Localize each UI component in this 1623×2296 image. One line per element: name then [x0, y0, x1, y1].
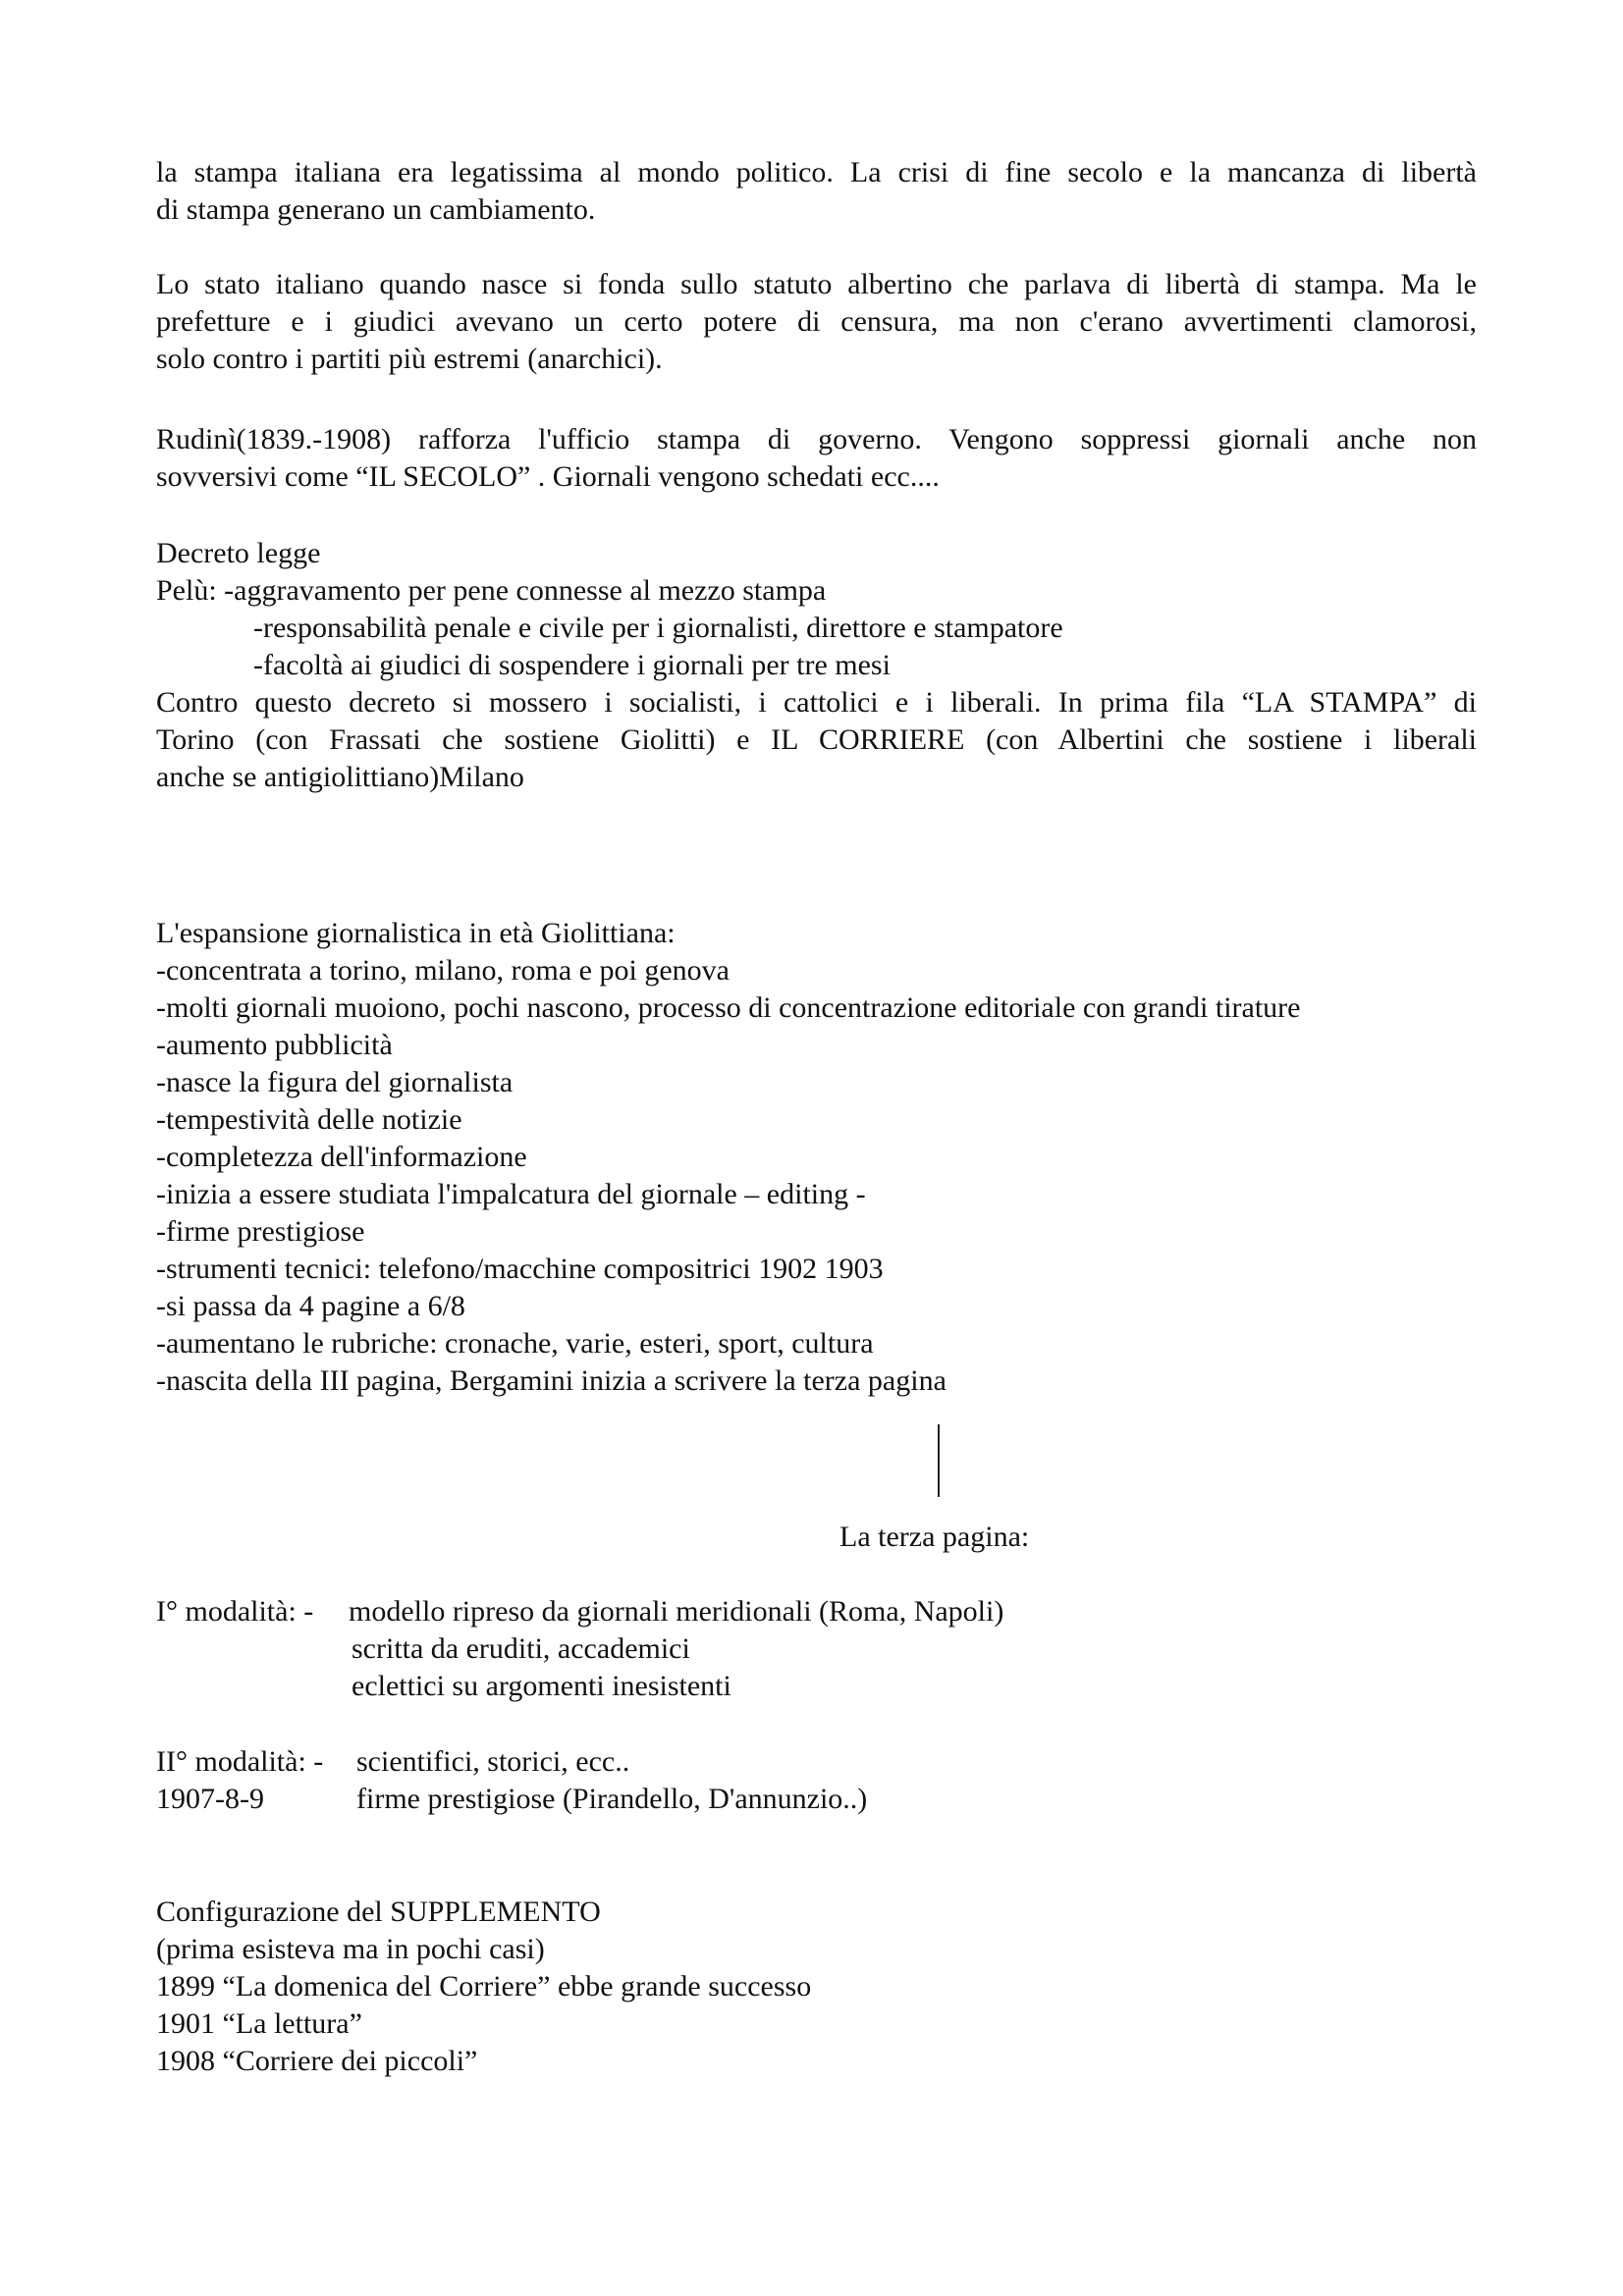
modalita-2-item: firme prestigiose (Pirandello, D'annunzio..): [356, 1783, 868, 1815]
decreto-item: Pelù: -aggravamento per pene connesse al mezzo stampa: [156, 574, 827, 607]
list-item: -firme prestigiose: [156, 1215, 365, 1248]
modalita-2-item: scientifici, storici, ecc..: [356, 1745, 630, 1778]
modalita-1-item: modello ripreso da giornali meridionali (Roma, Napoli): [349, 1595, 1004, 1628]
supplemento-section: [156, 1894, 1477, 2080]
list-item: -aumentano le rubriche: cronache, varie, esteri, sport, cultura: [156, 1327, 874, 1360]
list-item: (prima esisteva ma in pochi casi): [156, 1933, 545, 1965]
espansione-section: [156, 915, 1477, 1400]
espansione-heading: L'espansione giornalistica in età Giolittiana:: [156, 917, 676, 949]
text-line: di stampa generano un cambiamento.: [156, 193, 596, 226]
text-line: solo contro i partiti più estremi (anarchici).: [156, 343, 663, 375]
list-item: -nascita della III pagina, Bergamini inizia a scrivere la terza pagina: [156, 1364, 947, 1397]
list-item: -si passa da 4 pagine a 6/8: [156, 1290, 465, 1322]
list-item: -molti giornali muoiono, pochi nascono, processo di concentrazione editoriale con grandi tirature: [156, 991, 1301, 1024]
supplemento-heading: Configurazione del SUPPLEMENTO: [156, 1896, 601, 1928]
decreto-heading: Decreto legge: [156, 537, 321, 569]
list-item: 1899 “La domenica del Corriere” ebbe grande successo: [156, 1970, 812, 2002]
text-line: la stampa italiana era legatissima al mondo politico. La crisi di fine secolo e la mancanza di libertà: [156, 156, 1477, 188]
list-item: 1901 “La lettura”: [156, 2007, 362, 2040]
decreto-item: -facoltà ai giudici di sospendere i giornali per tre mesi: [253, 649, 891, 681]
list-item: -inizia a essere studiata l'impalcatura del giornale – editing -: [156, 1178, 866, 1210]
list-item: -strumenti tecnici: telefono/macchine compositrici 1902 1903: [156, 1253, 884, 1285]
text-line: sovversivi come “IL SECOLO” . Giornali vengono schedati ecc....: [156, 460, 940, 493]
modalita-1-label: I° modalità: -: [156, 1595, 314, 1628]
text-line: Lo stato italiano quando nasce si fonda sullo statuto albertino che parlava di libertà di stampa. Ma le: [156, 268, 1477, 300]
list-item: -tempestività delle notizie: [156, 1103, 462, 1136]
modalita-1-item: scritta da eruditi, accademici: [352, 1632, 690, 1665]
text-line: anche se antigiolittiano)Milano: [156, 761, 524, 793]
list-item: 1908 “Corriere dei piccoli”: [156, 2045, 478, 2077]
list-item: -nasce la figura del giornalista: [156, 1066, 514, 1098]
list-item: -aumento pubblicità: [156, 1029, 393, 1061]
list-item: -concentrata a torino, milano, roma e poi genova: [156, 954, 730, 987]
paragraph-statuto: [156, 266, 1477, 378]
text-line: Rudinì(1839.-1908) rafforza l'ufficio stampa di governo. Vengono soppressi giornali anche non: [156, 423, 1477, 455]
paragraph-rudini: [156, 421, 1477, 496]
paragraph-intro: [156, 154, 1477, 229]
text-line: Contro questo decreto si mossero i socialisti, i cattolici e i liberali. In prima fila “LA STAMPA” di: [156, 686, 1477, 719]
list-item: -completezza dell'informazione: [156, 1141, 527, 1173]
paragraph-contro-decreto: [156, 684, 1477, 796]
decreto-item: -responsabilità penale e civile per i giornalisti, direttore e stampatore: [253, 612, 1063, 644]
modalita-1-item: eclettici su argomenti inesistenti: [352, 1670, 731, 1702]
text-line: prefetture e i giudici avevano un certo potere di censura, ma non c'erano avvertimenti clamorosi,: [156, 305, 1477, 338]
text-line: Torino (con Frassati che sostiene Giolitti) e IL CORRIERE (con Albertini che sostiene i liberali: [156, 723, 1477, 756]
modalita-2-label: II° modalità: -: [156, 1745, 324, 1778]
modalita-2-years: 1907-8-9: [156, 1783, 264, 1815]
connector-line: [938, 1424, 940, 1497]
terza-heading: La terza pagina:: [839, 1521, 1030, 1553]
